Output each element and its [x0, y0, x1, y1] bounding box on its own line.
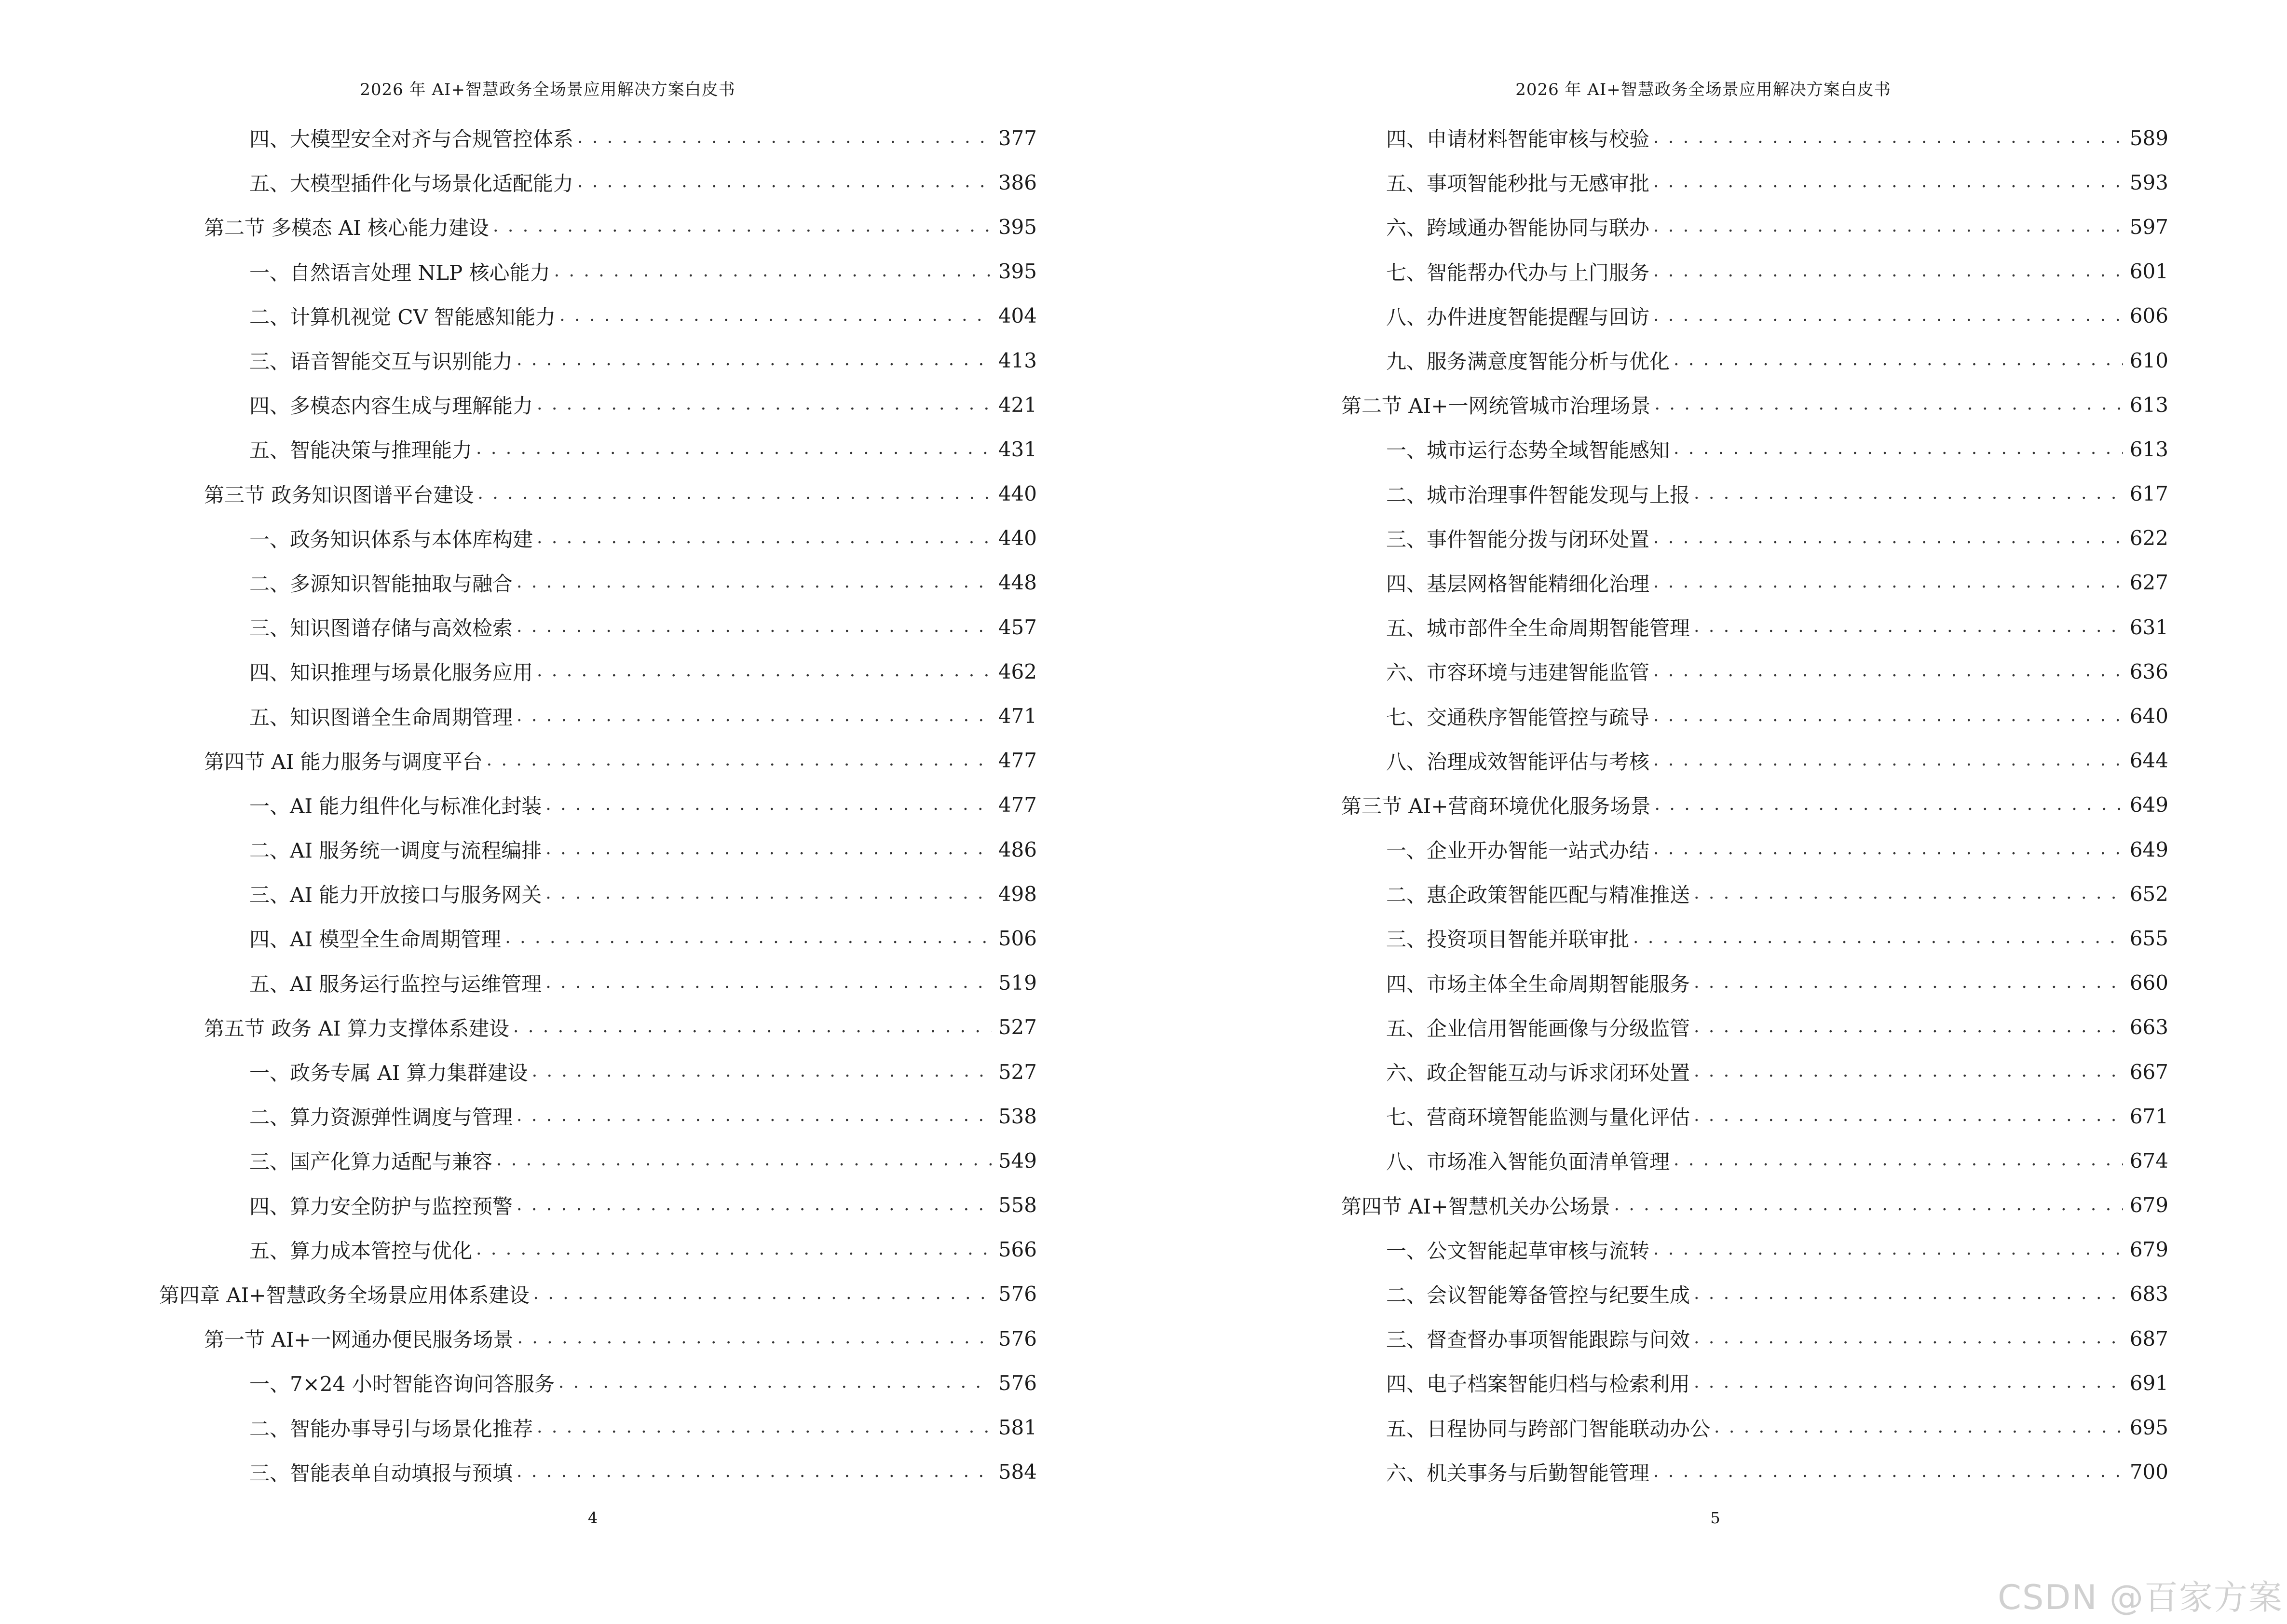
toc-entry-page-number: 700 [2129, 1460, 2168, 1484]
toc-entry[interactable] [1341, 1361, 2168, 1405]
toc-entry-title: 第三节 AI+营商环境优化服务场景 [1341, 794, 1651, 818]
toc-entry-title: 二、惠企政策智能匹配与精准推送 [1386, 883, 1690, 907]
dot-leader [1653, 306, 2123, 326]
dot-leader [1714, 1418, 2123, 1438]
toc-entry-page-number: 566 [998, 1238, 1037, 1262]
toc-entry-title: 五、AI 服务运行监控与运维管理 [249, 972, 542, 996]
table-of-contents [159, 116, 1037, 1494]
toc-entry-title: 三、AI 能力开放接口与服务网关 [249, 883, 542, 907]
toc-entry-title: 四、大模型安全对齐与合规管控体系 [249, 127, 574, 151]
dot-leader [1694, 1106, 2123, 1126]
toc-entry[interactable] [159, 872, 1037, 916]
toc-entry-page-number: 431 [998, 437, 1037, 461]
toc-entry[interactable] [159, 1005, 1037, 1050]
toc-entry[interactable] [159, 1272, 1037, 1316]
toc-entry[interactable] [159, 738, 1037, 783]
toc-entry[interactable] [159, 1361, 1037, 1405]
toc-entry[interactable] [1341, 916, 2168, 960]
toc-entry-title: 一、自然语言处理 NLP 核心能力 [249, 260, 550, 285]
toc-entry-title: 五、事项智能秒批与无感审批 [1386, 172, 1650, 196]
dot-leader [1653, 217, 2123, 237]
toc-entry-page-number: 644 [2129, 749, 2168, 773]
toc-entry[interactable] [159, 827, 1037, 872]
dot-leader [1674, 439, 2123, 459]
toc-entry[interactable] [1341, 1183, 2168, 1228]
toc-entry[interactable] [1341, 160, 2168, 205]
toc-entry-page-number: 527 [998, 1015, 1037, 1039]
toc-entry[interactable] [159, 472, 1037, 516]
dot-leader [487, 751, 992, 771]
toc-entry[interactable] [159, 605, 1037, 649]
toc-entry-page-number: 519 [998, 971, 1037, 995]
dot-leader [517, 1462, 992, 1482]
toc-entry-page-number: 667 [2129, 1060, 2168, 1084]
toc-entry-page-number: 640 [2129, 704, 2168, 728]
toc-entry-page-number: 601 [2129, 259, 2168, 284]
dot-leader [517, 350, 992, 370]
toc-entry-title: 二、算力资源弹性调度与管理 [249, 1105, 513, 1130]
toc-entry-title: 一、政务知识体系与本体库构建 [249, 527, 533, 551]
toc-entry-page-number: 440 [998, 482, 1037, 506]
dot-leader [517, 1106, 992, 1126]
toc-entry-title: 第二节 AI+一网统管城市治理场景 [1341, 394, 1651, 418]
toc-entry[interactable] [159, 1228, 1037, 1272]
toc-entry[interactable] [159, 516, 1037, 560]
toc-entry-page-number: 649 [2129, 793, 2168, 817]
toc-entry-title: 一、城市运行态势全域智能感知 [1386, 438, 1670, 463]
toc-entry-title: 一、公文智能起草审核与流转 [1386, 1239, 1650, 1263]
toc-entry-title: 二、AI 服务统一调度与流程编排 [249, 839, 542, 863]
dot-leader [1694, 617, 2123, 637]
toc-entry-page-number: 477 [998, 793, 1037, 817]
dot-leader [1674, 1150, 2123, 1171]
toc-entry[interactable] [1341, 249, 2168, 294]
toc-entry-title: 七、智能帮办代办与上门服务 [1386, 260, 1650, 285]
toc-entry-title: 七、营商环境智能监测与量化评估 [1386, 1105, 1690, 1130]
toc-entry[interactable] [159, 560, 1037, 605]
toc-entry-page-number: 477 [998, 749, 1037, 773]
dot-leader [517, 706, 992, 726]
toc-entry[interactable] [1341, 1316, 2168, 1361]
toc-entry[interactable] [159, 427, 1037, 471]
toc-entry-page-number: 498 [998, 882, 1037, 906]
dot-leader [1653, 706, 2123, 726]
table-of-contents [1341, 116, 2168, 1494]
toc-entry-page-number: 687 [2129, 1326, 2168, 1351]
dot-leader [513, 1017, 992, 1037]
toc-entry-page-number: 593 [2129, 170, 2168, 194]
toc-entry-page-number: 597 [2129, 215, 2168, 239]
toc-entry-title: 第四章 AI+智慧政务全场景应用体系建设 [159, 1283, 530, 1307]
toc-entry[interactable] [1341, 1050, 2168, 1094]
toc-entry-page-number: 440 [998, 526, 1037, 550]
dot-leader [1694, 1328, 2123, 1349]
toc-entry[interactable] [1341, 1272, 2168, 1316]
dot-leader [1653, 128, 2123, 148]
toc-entry-title: 四、申请材料智能审核与校验 [1386, 127, 1650, 151]
dot-leader [476, 1240, 992, 1260]
toc-entry-title: 四、市场主体全生命周期智能服务 [1386, 972, 1690, 996]
toc-entry[interactable] [1341, 1405, 2168, 1449]
toc-entry-title: 三、智能表单自动填报与预填 [249, 1461, 513, 1485]
toc-entry-title: 四、电子档案智能归档与检索利用 [1386, 1372, 1690, 1396]
dot-leader [545, 795, 992, 815]
toc-entry-page-number: 558 [998, 1193, 1037, 1217]
dot-leader [1653, 839, 2123, 860]
toc-entry-page-number: 613 [2129, 393, 2168, 417]
toc-entry-title: 四、AI 模型全生命周期管理 [249, 928, 502, 952]
toc-entry-title: 二、会议智能筹备管控与纪要生成 [1386, 1283, 1690, 1307]
toc-entry-title: 第四节 AI+智慧机关办公场景 [1341, 1194, 1610, 1218]
toc-entry-title: 四、算力安全防护与监控预警 [249, 1194, 513, 1218]
toc-entry-title: 八、治理成效智能评估与考核 [1386, 750, 1650, 774]
toc-entry-page-number: 622 [2129, 526, 2168, 550]
toc-entry[interactable] [159, 382, 1037, 427]
dot-leader [577, 172, 992, 192]
toc-entry[interactable] [1341, 605, 2168, 649]
toc-entry-page-number: 386 [998, 170, 1037, 194]
dot-leader [517, 1195, 992, 1215]
toc-entry-title: 一、AI 能力组件化与标准化封装 [249, 794, 542, 818]
toc-entry[interactable] [1341, 338, 2168, 382]
dot-leader [476, 439, 992, 459]
toc-entry-page-number: 679 [2129, 1238, 2168, 1262]
toc-entry-page-number: 506 [998, 926, 1037, 950]
dot-leader [496, 1150, 992, 1171]
dot-leader [1633, 928, 2123, 948]
toc-entry-page-number: 631 [2129, 615, 2168, 639]
dot-leader [1694, 884, 2123, 904]
toc-entry-page-number: 421 [998, 393, 1037, 417]
toc-entry[interactable] [1341, 1450, 2168, 1494]
dot-leader [1694, 1017, 2123, 1037]
toc-entry-title: 三、国产化算力适配与兼容 [249, 1150, 493, 1174]
toc-entry[interactable] [1341, 649, 2168, 694]
toc-entry-page-number: 395 [998, 259, 1037, 284]
toc-entry[interactable] [159, 783, 1037, 827]
toc-entry-page-number: 695 [2129, 1416, 2168, 1440]
toc-entry-page-number: 576 [998, 1371, 1037, 1395]
toc-entry[interactable] [159, 916, 1037, 960]
dot-leader [1653, 528, 2123, 548]
toc-entry[interactable] [159, 160, 1037, 205]
toc-entry-page-number: 377 [998, 126, 1037, 150]
toc-entry-page-number: 581 [998, 1416, 1037, 1440]
toc-entry-title: 六、政企智能互动与诉求闭环处置 [1386, 1061, 1690, 1085]
toc-entry[interactable] [159, 1183, 1037, 1228]
dot-leader [558, 1373, 992, 1393]
toc-entry-title: 三、语音智能交互与识别能力 [249, 350, 513, 374]
dot-leader [1653, 1240, 2123, 1260]
toc-entry[interactable] [1341, 560, 2168, 605]
toc-entry-title: 八、市场准入智能负面清单管理 [1386, 1150, 1670, 1174]
dot-leader [537, 395, 992, 415]
dot-leader [1653, 261, 2123, 282]
dot-leader [537, 528, 992, 548]
dot-leader [477, 484, 991, 504]
dot-leader [1694, 973, 2123, 993]
dot-leader [517, 617, 992, 637]
toc-entry[interactable] [1341, 516, 2168, 560]
toc-entry[interactable] [1341, 205, 2168, 249]
toc-entry[interactable] [1341, 472, 2168, 516]
toc-entry-page-number: 610 [2129, 348, 2168, 372]
toc-entry-page-number: 679 [2129, 1193, 2168, 1217]
toc-entry-title: 三、事件智能分拨与闭环处置 [1386, 527, 1650, 551]
dot-leader [1694, 1284, 2123, 1304]
toc-entry[interactable] [159, 294, 1037, 338]
toc-entry-page-number: 584 [998, 1460, 1037, 1484]
toc-entry-page-number: 395 [998, 215, 1037, 239]
toc-entry-title: 七、交通秩序智能管控与疏导 [1386, 705, 1650, 729]
toc-entry-page-number: 663 [2129, 1015, 2168, 1039]
toc-entry-title: 六、机关事务与后勤智能管理 [1386, 1461, 1650, 1485]
page-header: 2026 年 AI+智慧政务全场景应用解决方案白皮书 [1515, 80, 1891, 99]
toc-entry-page-number: 448 [998, 571, 1037, 595]
toc-entry-title: 五、城市部件全生命周期智能管理 [1386, 616, 1690, 641]
toc-entry-page-number: 627 [2129, 571, 2168, 595]
toc-entry-page-number: 471 [998, 704, 1037, 728]
dot-leader [545, 839, 992, 860]
dot-leader [517, 1328, 991, 1349]
toc-entry-page-number: 538 [998, 1104, 1037, 1128]
toc-entry-page-number: 576 [998, 1326, 1037, 1351]
toc-entry[interactable] [1341, 1228, 2168, 1272]
toc-entry[interactable] [159, 249, 1037, 294]
toc-entry-title: 四、知识推理与场景化服务应用 [249, 661, 533, 685]
toc-entry[interactable] [1341, 1138, 2168, 1183]
dot-leader [1653, 751, 2123, 771]
toc-entry[interactable] [1341, 827, 2168, 872]
toc-entry-title: 六、市容环境与违建智能监管 [1386, 661, 1650, 685]
dot-leader [554, 261, 992, 282]
toc-entry-page-number: 549 [998, 1148, 1037, 1173]
page-header: 2026 年 AI+智慧政务全场景应用解决方案白皮书 [360, 80, 735, 99]
dot-leader [1694, 1373, 2123, 1393]
dot-leader [1653, 172, 2123, 192]
dot-leader [1694, 484, 2123, 504]
toc-entry-title: 三、投资项目智能并联审批 [1386, 928, 1630, 952]
toc-entry[interactable] [159, 205, 1037, 249]
toc-entry-title: 一、7×24 小时智能咨询问答服务 [249, 1372, 555, 1396]
page-number-footer: 5 [1710, 1509, 1720, 1527]
dot-leader [559, 306, 992, 326]
toc-entry[interactable] [159, 694, 1037, 738]
dot-leader [545, 973, 992, 993]
toc-entry-title: 九、服务满意度智能分析与优化 [1386, 350, 1670, 374]
toc-entry-title: 二、智能办事导引与场景化推荐 [249, 1417, 533, 1441]
toc-entry[interactable] [1341, 694, 2168, 738]
toc-entry-page-number: 674 [2129, 1148, 2168, 1173]
toc-entry-page-number: 652 [2129, 882, 2168, 906]
toc-entry-page-number: 486 [998, 837, 1037, 861]
toc-entry-page-number: 671 [2129, 1104, 2168, 1128]
toc-entry-page-number: 457 [998, 615, 1037, 639]
dot-leader [577, 128, 992, 148]
toc-entry-title: 五、知识图谱全生命周期管理 [249, 705, 513, 729]
dot-leader [505, 928, 992, 948]
dot-leader [1653, 661, 2123, 682]
toc-entry-page-number: 636 [2129, 659, 2168, 683]
toc-entry[interactable] [159, 1405, 1037, 1449]
toc-entry-title: 第四节 AI 能力服务与调度平台 [204, 750, 483, 774]
toc-entry-title: 第三节 政务知识图谱平台建设 [204, 483, 474, 507]
toc-entry-title: 六、跨域通办智能协同与联办 [1386, 216, 1650, 240]
page-number-footer: 4 [587, 1509, 598, 1527]
dot-leader [537, 1418, 992, 1438]
toc-entry[interactable] [159, 338, 1037, 382]
toc-entry[interactable] [1341, 961, 2168, 1005]
toc-entry[interactable] [1341, 116, 2168, 160]
toc-entry-page-number: 589 [2129, 126, 2168, 150]
toc-entry[interactable] [159, 961, 1037, 1005]
toc-entry-title: 三、知识图谱存储与高效检索 [249, 616, 513, 641]
toc-entry-title: 第五节 政务 AI 算力支撑体系建设 [204, 1016, 509, 1040]
toc-entry-title: 第一节 AI+一网通办便民服务场景 [204, 1328, 514, 1352]
toc-entry[interactable] [1341, 1005, 2168, 1050]
toc-entry-page-number: 462 [998, 659, 1037, 683]
toc-entry-title: 第二节 多模态 AI 核心能力建设 [204, 216, 489, 240]
toc-entry-page-number: 655 [2129, 926, 2168, 950]
toc-entry[interactable] [159, 116, 1037, 160]
dot-leader [1654, 395, 2123, 415]
dot-leader [517, 573, 992, 593]
toc-entry[interactable] [159, 1094, 1037, 1138]
toc-entry[interactable] [1341, 382, 2168, 427]
dot-leader [533, 1284, 991, 1304]
toc-entry-title: 八、办件进度智能提醒与回访 [1386, 305, 1650, 329]
toc-entry[interactable] [1341, 738, 2168, 783]
toc-entry[interactable] [1341, 294, 2168, 338]
dot-leader [532, 1062, 992, 1082]
toc-entry-page-number: 660 [2129, 971, 2168, 995]
right-page [1144, 0, 2287, 1624]
watermark: CSDN @百家方案 [1998, 1578, 2283, 1617]
toc-entry-page-number: 404 [998, 304, 1037, 328]
toc-entry[interactable] [159, 1050, 1037, 1094]
toc-entry-page-number: 413 [998, 348, 1037, 372]
toc-entry-page-number: 606 [2129, 304, 2168, 328]
toc-entry-title: 五、企业信用智能画像与分级监管 [1386, 1016, 1690, 1040]
dot-leader [1694, 1062, 2123, 1082]
toc-entry-title: 四、多模态内容生成与理解能力 [249, 394, 533, 418]
dot-leader [545, 884, 992, 904]
dot-leader [1674, 350, 2123, 370]
dot-leader [537, 661, 992, 682]
toc-entry-page-number: 576 [998, 1282, 1037, 1306]
toc-entry-title: 二、计算机视觉 CV 智能感知能力 [249, 305, 556, 329]
dot-leader [1614, 1195, 2123, 1215]
dot-leader [493, 217, 992, 237]
toc-entry-title: 一、企业开办智能一站式办结 [1386, 839, 1650, 863]
dot-leader [1653, 1462, 2123, 1482]
toc-entry[interactable] [159, 1138, 1037, 1183]
toc-entry-title: 五、日程协同与跨部门智能联动办公 [1386, 1417, 1711, 1441]
toc-entry-title: 一、政务专属 AI 算力集群建设 [249, 1061, 528, 1085]
toc-entry-title: 二、多源知识智能抽取与融合 [249, 572, 513, 596]
toc-entry-page-number: 613 [2129, 437, 2168, 461]
toc-entry-title: 五、智能决策与推理能力 [249, 438, 473, 463]
toc-entry-page-number: 691 [2129, 1371, 2168, 1395]
toc-entry-title: 四、基层网格智能精细化治理 [1386, 572, 1650, 596]
toc-entry[interactable] [1341, 872, 2168, 916]
dot-leader [1653, 573, 2123, 593]
dot-leader [1654, 795, 2123, 815]
toc-entry[interactable] [1341, 783, 2168, 827]
toc-entry-title: 五、大模型插件化与场景化适配能力 [249, 172, 574, 196]
toc-entry[interactable] [1341, 1094, 2168, 1138]
toc-entry-title: 二、城市治理事件智能发现与上报 [1386, 483, 1690, 507]
toc-entry-title: 五、算力成本管控与优化 [249, 1239, 473, 1263]
toc-entry-title: 三、督查督办事项智能跟踪与问效 [1386, 1328, 1690, 1352]
toc-entry[interactable] [1341, 427, 2168, 471]
toc-entry-page-number: 649 [2129, 837, 2168, 861]
toc-entry-page-number: 527 [998, 1060, 1037, 1084]
toc-entry-page-number: 617 [2129, 482, 2168, 506]
toc-entry[interactable] [159, 1316, 1037, 1361]
toc-entry[interactable] [159, 1450, 1037, 1494]
toc-entry-page-number: 683 [2129, 1282, 2168, 1306]
toc-entry[interactable] [159, 649, 1037, 694]
